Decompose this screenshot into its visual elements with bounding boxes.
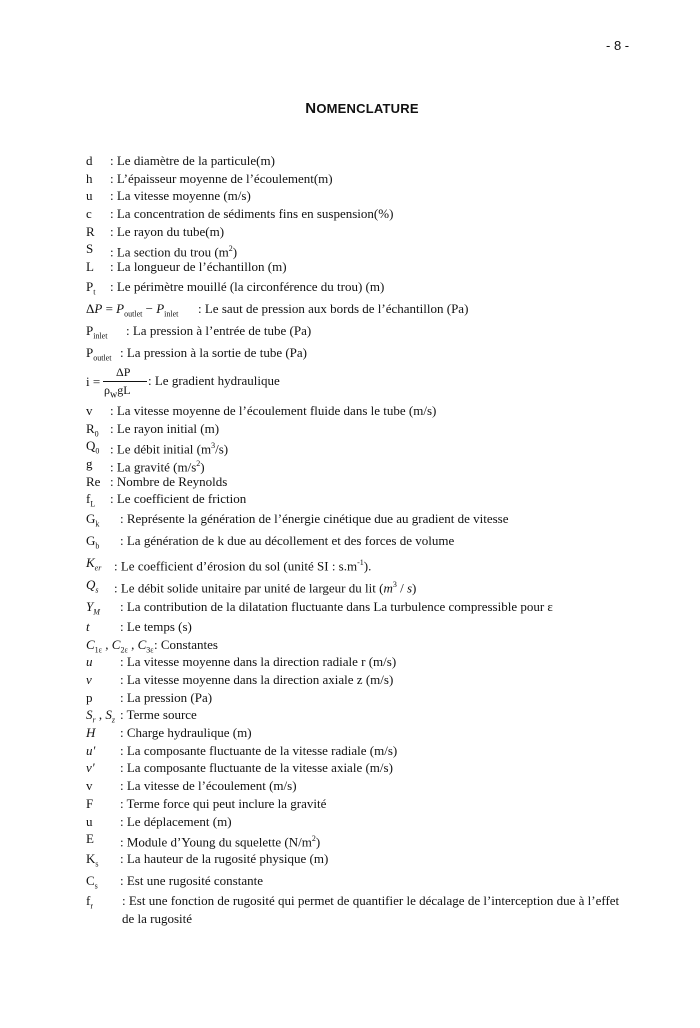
entry-ks: $K_s$ : La hauteur de la rugosité physique (m) [86, 850, 329, 869]
entry-gradient: i = ΔP $\rho_wgL$ : Le gradient hydraulique [86, 364, 280, 401]
entry-constants: $C_{1\varepsilon}$ , $C_{2\varepsilon}$ , $C_{3\varepsilon}$ : Constantes [86, 636, 218, 655]
entry-ker-def: : Le coefficient d’érosion du sol (unité SI : $s.m^{-1}$). [114, 557, 372, 574]
entry-e: E : Module d’Young du squelette $(N/m^2)$ [86, 831, 321, 850]
entry-v-axial: v : La vitesse moyenne dans la direction axiale z (m/s) [86, 672, 394, 687]
entry-f: F : Terme force qui peut inclure la gravité [86, 795, 327, 811]
entry-pinlet: $P_{inlet}$ : La pression à l’entrée de tube (Pa) [86, 322, 312, 341]
entry-v: v : La vitesse moyenne de l’écoulement fluide dans le tube (m/s) [86, 402, 437, 418]
entry-v-flow: v : La vitesse de l’écoulement (m/s) [86, 778, 297, 794]
entry-fr: $f_r$ : Est une fonction de rugosité qui permet de quantifier le décalage de l’interception due à l’effet de la rugosité [86, 892, 620, 926]
page-number: - 8 - [606, 38, 630, 53]
entry-r0: $R_0$ : Le rayon initial (m) [86, 420, 220, 439]
entry-hh: H : Charge hydraulique (m) [86, 725, 252, 741]
entry-u-radial: u : La vitesse moyenne dans la direction radiale r (m/s) [86, 654, 397, 670]
entry-g: g : La gravité $(m/s^2)$ [86, 455, 205, 475]
entry-poutlet: $P_{outlet}$ : La pression à la sortie de tube (Pa) [86, 344, 307, 363]
entry-re: Re : Nombre de Reynolds [86, 473, 228, 489]
entry-ym: $Y_M$ : La contribution de la dilatation fluctuante dans La turbulence compressible pour ε [86, 598, 553, 617]
entry-u-disp: u : Le déplacement (m) [86, 813, 232, 829]
entry-qs: $Q_s$ : Le débit solide unitaire par unité de largeur du lit $(m^3 / s)$ [86, 574, 646, 596]
entry-r: R : Le rayon du tube(m) [86, 223, 225, 239]
entry-pt: $P_t$ : Le périmètre mouillé (la circonférence du trou) (m) [86, 278, 385, 297]
entry-s-def: : La section du trou $(m^2)$ [110, 244, 238, 260]
entry-t: t : Le temps (s) [86, 618, 192, 634]
entry-q0: $Q_0$ : Le débit initial $(m^3/s)$ [86, 438, 229, 457]
entry-g-def: : La gravité $(m/s^2)$ [110, 458, 205, 475]
entry-c: c : La concentration de sédiments fins en suspension(%) [86, 206, 394, 222]
entry-h: h : L’épaisseur moyenne de l’écoulement(m) [86, 170, 333, 186]
title-initial: N [305, 100, 317, 117]
entry-qs-def: : Le débit solide unitaire par unité de largeur du lit $(m^3 / s)$ [114, 579, 417, 596]
entry-fl: $f_L$ : Le coefficient de friction [86, 491, 247, 509]
entry-l: L : La longueur de l’échantillon (m) [86, 259, 287, 275]
entry-d: d : Le diamètre de la particule(m) [86, 153, 275, 168]
page-title [0, 100, 700, 117]
entry-e-def: : Module d’Young du squelette $(N/m^2)$ [120, 834, 321, 850]
entry-delta-p: $\Delta P = P_{outlet} - P_{inlet}$ : Le saut de pression aux bords de l’échantillon (Pa) [86, 300, 469, 319]
entry-source: $S_r$ , $S_z$ : Terme source [86, 707, 197, 725]
entry-ker: $K_{er}$ : Le coefficient d’érosion du sol (unité SI : $s.m^{-1}$). [86, 552, 646, 574]
entry-u: u : La vitesse moyenne (m/s) [86, 188, 251, 204]
nomenclature-list [86, 152, 646, 928]
entry-cs: $C_s$ : Est une rugosité constante [86, 872, 263, 891]
entry-u-prime: u' : La composante fluctuante de la vitesse radiale (m/s) [86, 742, 398, 758]
entry-q0-def: : Le débit initial $(m^3/s)$ [110, 441, 229, 457]
entry-gk: $G_k$ : Représente la génération de l’énergie cinétique due au gradient de vitesse [86, 510, 509, 529]
title-rest: OMENCLATURE [316, 101, 419, 116]
entry-s: S : La section du trou $(m^2)$ [86, 241, 238, 260]
entry-v-prime: v' : La composante fluctuante de la vitesse axiale (m/s) [86, 760, 393, 776]
entry-gb: $G_b$ : La génération de k due au décollement et des forces de volume [86, 532, 455, 551]
entry-p: p : La pression (Pa) [86, 689, 213, 705]
